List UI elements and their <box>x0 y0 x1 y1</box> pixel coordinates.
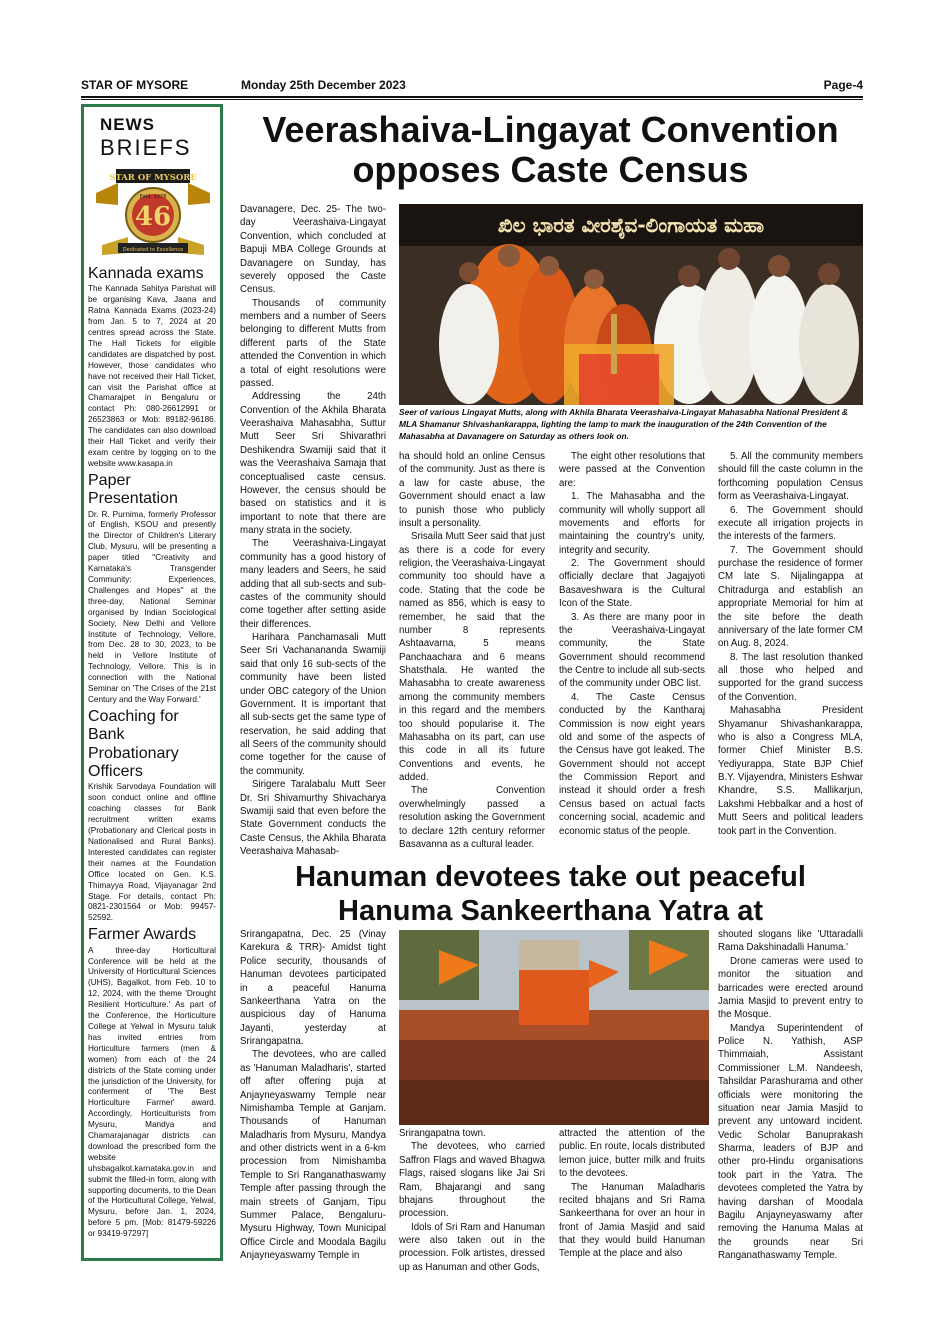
brief-body: Dr. R. Purnima, formerly Professor of English, KSOU and presently the Director of Children's Literary Club, Mysuru, will be presenting a paper titled "Creativity and Karnataka's Transgender Community: Experiences, Challenges and Hopes" at the three-day, National Seminar organised by Indian Sociological Society, New Delhi and Vellore Institute of Technology, Vellore, from Dec. 28 to 30, 2023, to be held in Vellore Institute of Technology, Vellore. This is in connection with the National Seminar on 'The Crises of the 21st Century and the Way Forward.' <box>88 509 216 704</box>
paragraph: 7. The Government should purchase the residence of former CM late S. Nijalingappa at Chitradurga and establish an appropriate Memorial for him at the site before the death anniversary of the late former CM on Aug. 8, 2024. <box>718 544 863 650</box>
paragraph: Thousands of community members and a number of Seers belonging to different Mutts from different parts of the State attended the Convention in which a total of eight resolutions were passed. <box>240 297 386 389</box>
article1-column-3 <box>559 450 705 838</box>
svg-text:46: 46 <box>134 202 172 232</box>
brief-body: Krishik Sarvodaya Foundation will soon conduct online and offline coaching classes for Bank recruitment written exams (Probationary and Clerical posts in Nationalised and Rural Banks). Interested candidates can register their names at the Foundation Office located on Gen. K.S. Thimayya Road, Vijayanagar 2nd Stage. For details, contact Ph: 0821-2301564 or Mob: 99457-52592. <box>88 782 216 923</box>
paragraph: 5. All the community members should fill the caste column in the forthcoming population Census form as Veerashaiva-Lingayat. <box>718 451 863 503</box>
paragraph: Harihara Panchamasali Mutt Seer Sri Vachanananda Swamiji said that only 16 sub-sects of the community have been listed under OBC category of the Union Government. It is important that all sub-sects get the same type of reservation, he said adding that all Seers of the community should come together for the cause of the community. <box>240 632 386 777</box>
paragraph: Drone cameras were used to monitor the situation and barricades were erected around Jamia Masjid to prevent entry to the Mosque. <box>718 955 863 1021</box>
paragraph: 6. The Government should execute all irrigation projects in the interests of the farmers. <box>718 504 863 543</box>
paragraph: Srirangapatna town. <box>399 1128 486 1139</box>
article2-column-4 <box>718 928 863 1262</box>
paragraph: The Convention overwhelmingly passed a resolution asking the Government to declare 12th century reformer Basavanna as a cultural leader. <box>399 785 545 850</box>
paragraph: 3. As there are many poor in the Veerashaiva-Lingayat community, the State Government should recommend the Centre to include all sub-sects of the community under OBC list. <box>559 611 705 690</box>
paragraph: The eight other resolutions that were passed at the Convention are: <box>559 451 705 489</box>
paragraph: Davanagere, Dec. 25- The two-day Veerashaiva-Lingayat Convention, which concluded at Bapuji MBA College Grounds at Davanagere on Sunday, has severely opposed the Caste Census. <box>240 204 386 296</box>
brief-heading: Kannada exams <box>88 265 204 282</box>
header-rule-thin <box>81 99 863 100</box>
article2-headline: Hanuman devotees take out peaceful Hanuma Sankeerthana Yatra at <box>295 861 806 927</box>
paragraph: 4. The Caste Census conducted by the Kantharaj Commission is now eight years old and some of the aspects of the Census have got leaked. The Government should not accept the Commission Report and instead it should order a fresh Census based on actual facts concerning social, academic and economic status of the people. <box>559 691 705 837</box>
convention-lamp-lighting-photo <box>399 204 863 405</box>
svg-text:Dedicated to Excellence: Dedicated to Excellence <box>122 247 184 253</box>
brief-heading: Farmer Awards <box>88 926 197 944</box>
article1-column-4 <box>718 450 863 838</box>
article2-column-2 <box>399 1127 545 1274</box>
news-briefs-title-top: NEWS <box>100 115 155 134</box>
paragraph: Idols of Sri Ram and Hanuman were also taken out in the procession. Folk artistes, dressed up as Hanuman and other Gods, <box>399 1221 545 1273</box>
paragraph: Addressing the 24th Convention of the Akhila Bharata Veerashaiva Mahasabha, Suttur Mutt Seer Sri Shivarathri Deshikendra Swamiji said that it was the Veerashaiva Samaja that conceptualised caste census. However, the census should be based on statistics and it is important to note that there are many strata in the society. <box>240 391 386 536</box>
news-briefs-title-bottom: BRIEFS <box>100 135 192 160</box>
page-header <box>81 76 863 94</box>
paragraph: 2. The Government should officially declare that Jagajyoti Basaveshwara is the Cultural Icon of the State. <box>559 558 705 610</box>
svg-text:STAR OF MYSORE: STAR OF MYSORE <box>109 173 197 183</box>
paragraph: attracted the attention of the public. En route, locals distributed lemon juice, butter milk and fruits to the devotees. <box>559 1128 705 1180</box>
paper-name: STAR OF MYSORE <box>81 78 189 92</box>
paragraph: 1. The Mahasabha and the community will wholly support all movements and efforts for maintaining the country's unity, integrity and security. <box>559 491 705 556</box>
article1-column-1 <box>240 203 386 858</box>
svg-text:Estd. 1978: Estd. 1978 <box>139 194 167 200</box>
article1-column-2 <box>399 450 545 851</box>
photo-banner-text: ಖಿಲ ಭಾರತ ವೀರಶೈವ-ಲಿಂಗಾಯತ ಮಹಾ <box>497 213 765 237</box>
header-rule <box>81 96 863 98</box>
article1-photo-caption: Seer of various Lingayat Mutts, along with Akhila Bharata Veerashaiva-Lingayat Mahasabha National President & MLA Shamanur Shivashankarappa, lighting the lamp to mark the inauguration of the 24th Convention of the Mahasabha at Davanagere on Saturday as others look on. <box>399 407 848 441</box>
article1-headline: Veerashaiva-Lingayat Convention opposes Caste Census <box>262 109 839 190</box>
brief-heading: Coaching for Bank Probationary Officers <box>88 707 179 781</box>
paragraph: Srisaila Mutt Seer said that just as there is a code for every religion, the Veerashaiva-Lingayat community too should have a code. Stating that the code be named as 856, which is easy to remember, he said that the number 8 represents Ashtaavarna, 5 means Panchaachara and 6 means Shatsthala. He wanted the Mahasabha to create awareness among the community members in this regard and the members too should popularise it. The Mahasabha on its part, can use this code in all its future Conventions and events, he added. <box>399 531 545 783</box>
issue-date: Monday 25th December 2023 <box>241 78 406 92</box>
brief-heading: Paper Presentation <box>88 471 178 508</box>
paragraph: 8. The last resolution thanked all those who helped and supported for the grand success of the Convention. <box>718 651 863 703</box>
paragraph: The Veerashaiva-Lingayat community has a good history of many leaders and Seers, he said adding that all sub-sects and sub-castes of the community should come together after setting aside their differences. <box>240 538 386 630</box>
paragraph: ha should hold an online Census of the community. Just as there is a law for caste abuse, the Government should enact a law to punish those who publicly insult a personality. <box>399 451 545 529</box>
article2-column-1 <box>240 928 386 1262</box>
brief-body: The Kannada Sahitya Parishat will be organising Kava, Jaana and Ratna Kannada Exams (2023-24) from Jan. 5 to 7, 2024 at 20 centres spread across the State. The Hall Tickets for eligible candidates are dispatched by post. However, those candidates who have not received their Hall Ticket, can visit the Parishat office at Chamarajpet in Bengaluru or contact Ph: 080-26612991 or 26523863 or Mob: 89182-96186. The candidates can also download their Hall Ticket and verify their exam centre by logging on to the website www.kasapa.in <box>88 284 216 468</box>
article2-column-3 <box>559 1127 705 1261</box>
paragraph: Srirangapatna, Dec. 25 (Vinay Karekura & TRR)- Amidst tight Police security, thousands of Hanuman devotees participated in a peaceful Hanuma Sankeerthana Yatra on the auspicious day of Hanuma Jayanti, yesterday at Srirangapatna. <box>240 929 386 1047</box>
paragraph: The devotees, who are called as 'Hanuman Maladharis', started off after offering puja at Anjayneyaswamy Temple near Nimishamba Temple at Ganjam. Thousands of Hanuman Maladharis from Mysuru, Mandya and other districts went in a 6-km procession from Nimishamba Temple to Sri Ranganathaswamy Temple after passing through the main streets of Ganjam, Tipu Summer Palace, Bengaluru-Mysuru Highway, Town Municipal Office Circle and Moodala Bagilu Anjayneyaswamy Temple in <box>240 1049 386 1261</box>
star-of-mysore-46-logo <box>88 163 218 263</box>
news-briefs-sidebar <box>81 104 223 1261</box>
paragraph: shouted slogans like 'Uttaradalli Rama Dakshinadalli Hanuma.' <box>718 929 863 954</box>
paragraph: The devotees, who carried Saffron Flags and waved Bhagwa Flags, raised slogans like Jai Sri Ram, Bhajarangi and sang bhajans throughout the procession. <box>399 1141 545 1220</box>
paragraph: Mahasabha President Shyamanur Shivashankarappa, who is also a Congress MLA, former Chief Minister B.S. Yediyurappa, State BJP Chief B.Y. Vijayendra, Ministers Eshwar Khandre, S.S. Mallikarjun, Lakshmi Hebbalkar and a host of Mutt Seers and political leaders took part in the Convention. <box>718 705 863 837</box>
paragraph: Sirigere Taralabalu Mutt Seer Dr. Sri Shivamurthy Shivacharya Swamiji said that even before the State Government conducts the Caste Census, the Akhila Bharata Veerashaiva Mahasab- <box>240 779 386 857</box>
paragraph: Mandya Superintendent of Police N. Yathish, ASP Thimmaiah, Assistant Commissioner L.M. Nandeesh, Tahsildar Parashurama and other officials were monitoring the situation near Jamia Masjid to prevent any untoward incident. Vedic Scholar Banuprakash Sharma, leaders of BJP and other pro-Hindu organisations took part in the Yatra. The devotees completed the Yatra by having darshan of Moodala Bagilu Anjayneyaswamy after removing the Hanuma Malas at the grounds near Sri Ranganathaswamy Temple. <box>718 1022 863 1261</box>
yatra-procession-photo <box>399 930 709 1125</box>
brief-body: A three-day Horticultural Conference will be held at the University of Horticultural Sciences (UHS), Bagalkot, from Feb. 10 to 12, 2024, with the theme 'Drought Resilient Horticulture.' As part of the Conference, the Horticulture College at Yelwal in Mysuru taluk has invited entries from Horticulture farmers (men & women) from each of the 24 districts of the State coming under the jurisdiction of the University, for conferment of 'The Best Horticulture Farmer' award. Accordingly, Horticulturists from Mysuru, Mandya and Chamarajanagar districts can download the prescribed form the website uhsbagalkot.karnataka.gov.in and submit the filled-in form, along with supporting documents, to the Dean of the Horticultural College, Yelwal, Mysuru, before Jan. 1, 2024, before 5 pm. [Mob: 81479-59226 or 93419-97297] <box>88 945 216 1239</box>
paragraph: The Hanuman Maladharis recited bhajans and Sri Rama Sankeerthana for over an hour in front of Jamia Masjid and said that they would build Hanuman Temple at the place and also <box>559 1181 705 1260</box>
page-number: Page-4 <box>823 78 863 92</box>
